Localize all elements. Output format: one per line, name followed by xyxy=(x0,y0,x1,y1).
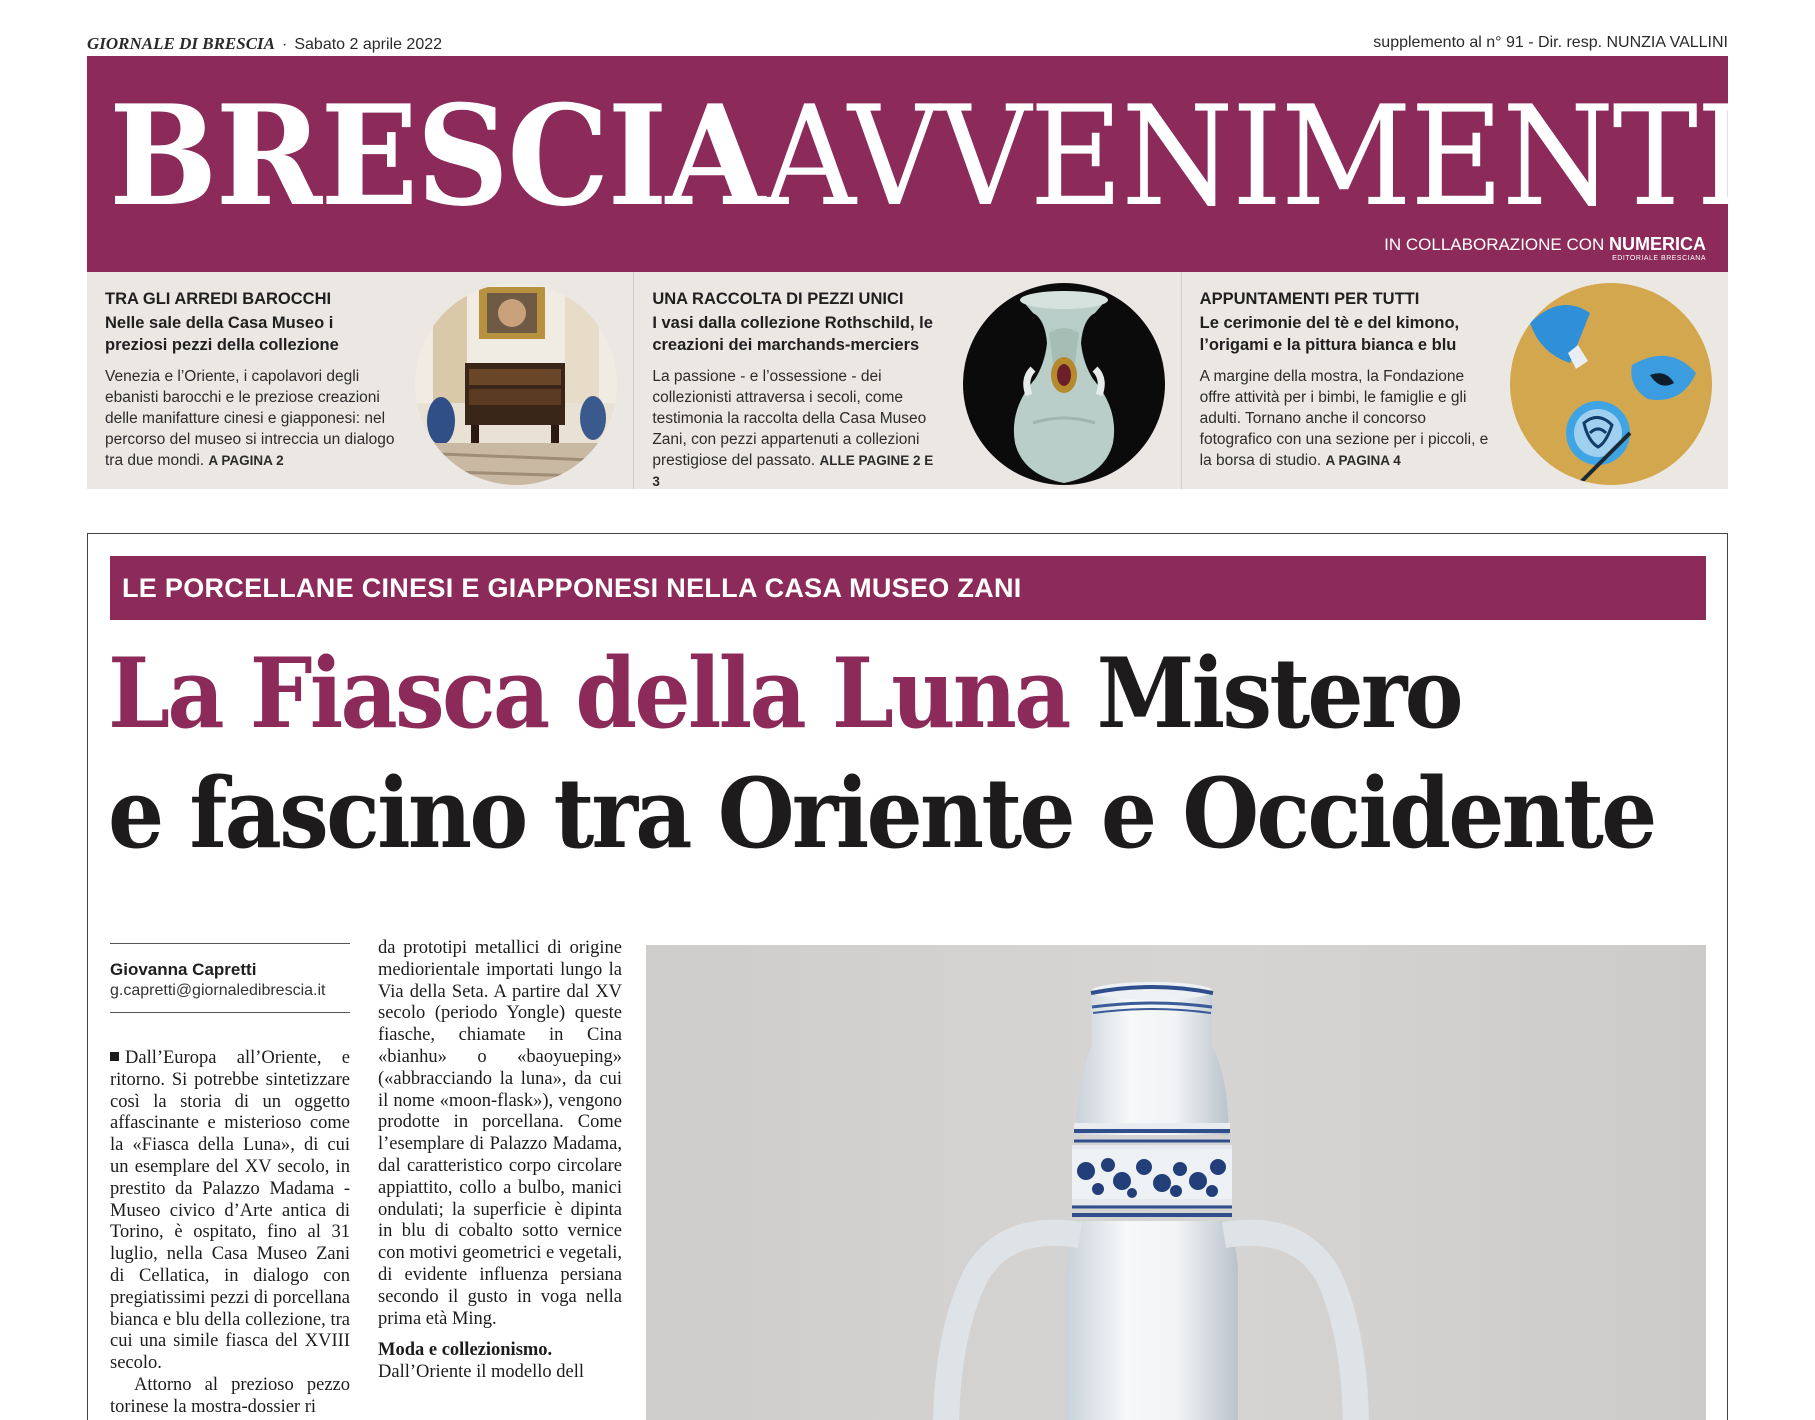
teaser-rothschild[interactable] xyxy=(634,272,1181,489)
teaser-page-ref[interactable]: ALLE PAGINE 2 E 3 xyxy=(652,453,934,489)
byline-rule-bottom xyxy=(110,1012,350,1013)
section-label: LE PORCELLANE CINESI E GIAPPONESI NELLA CASA MUSEO ZANI xyxy=(122,573,1022,603)
publisher-credit: EDITORIALE BRESCIANA xyxy=(1612,255,1706,262)
byline-rule-top xyxy=(110,943,350,944)
teaser-body-text: Venezia e l’Oriente, i capolavori degli ebanisti barocchi e le preziose creazioni delle manifatture cinesi e giapponesi: nel percorso del museo si intreccia un dialogo tra due mondi. xyxy=(105,368,395,469)
teaser-body xyxy=(652,366,942,492)
collaboration-brand: NUMERICA xyxy=(1609,234,1706,254)
collaboration-credit xyxy=(1384,234,1706,255)
teaser-events[interactable] xyxy=(1182,272,1728,489)
paragraph-text: Dall’Europa all’Oriente, e ritorno. Si potrebbe sintetizzare così la storia di un oggetto affascinante e misterioso come la «Fiasca della Luna», di cui un esemplare del XV secolo, in prestito da Palazzo Madama - Museo civico d’Arte antica di Torino, è ospitato, fino al 31 luglio, nella Casa Museo Zani di Cellatica, in dialogo con pregiatissimi pezzi di porcellana bianca e blu della collezione, tra cui una simile fiasca del XVIII secolo. xyxy=(110,1048,350,1374)
headline-part-1: Mistero xyxy=(1096,637,1461,750)
teaser-body-text: A margine della mostra, la Fondazione offre attività per i bimbi, le famiglie e gli adulti. Tornano anche il concorso fotografico con una sezione per i piccoli, e la borsa di studio. xyxy=(1199,368,1489,469)
teaser-body xyxy=(1200,366,1490,471)
subhead: Moda e collezionismo. xyxy=(378,1340,553,1361)
teaser-baroque[interactable] xyxy=(87,272,634,489)
topline-left xyxy=(87,34,442,54)
teaser-page-ref[interactable]: A PAGINA 2 xyxy=(208,453,284,468)
teaser-headline: I vasi dalla collezione Rothschild, le creazioni dei marchands-merciers xyxy=(652,314,933,354)
celadon-vase-photo xyxy=(963,283,1165,485)
masthead-title xyxy=(109,74,1745,237)
teaser-kicker: UNA RACCOLTA DI PEZZI UNICI xyxy=(652,290,904,308)
paragraph: da prototipi metallici di origine mediorientale importati lungo la Via della Seta. A partire dal XV secolo (periodo Yongle) queste fiasche, chiamate in Cina «bianhu» o «baoyueping» («abbracciando la luna», da cui il nome «moon-flask»), vengono prodotte in porcellana. Come l’esemplare di Palazzo Madama, dal caratteristico corpo circolare appiattito, collo a bulbo, manici ondulati; la superficie è dipinta in blu di cobalto sotto vernice con motivi geometrici e vegetali, di evidente influenza persiana secondo il gusto in voga nella prima età Ming. xyxy=(378,938,623,1329)
article-column-1 xyxy=(110,1048,350,1419)
teaser-body-text: La passione - e l’ossessione - dei collezionisti attraversa i secoli, come testimonia la raccolta della Casa Museo Zani, con pezzi appartenuti a collezioni prestigiose del passato. xyxy=(652,368,927,469)
collaboration-label: IN COLLABORAZIONE CON xyxy=(1384,235,1605,254)
author-name: Giovanna Capretti xyxy=(110,960,257,979)
teaser-kicker: APPUNTAMENTI PER TUTTI xyxy=(1199,290,1420,308)
article-headline xyxy=(108,634,1655,874)
newspaper-name: GIORNALE DI BRESCIA xyxy=(87,34,276,53)
square-bullet-icon xyxy=(110,1052,119,1061)
teaser-body xyxy=(105,366,395,471)
teaser-strip xyxy=(87,272,1728,489)
paragraph xyxy=(110,1048,350,1375)
teaser-headline: Nelle sale della Casa Museo i preziosi pezzi della collezione xyxy=(105,314,339,354)
article-column-2 xyxy=(378,938,622,1384)
supplement-info: supplemento al n° 91 - Dir. resp. NUNZIA VALLINI xyxy=(1373,34,1728,51)
masthead-title-light: AVVENIMENTI xyxy=(763,76,1745,237)
topline-separator: · xyxy=(282,36,288,53)
baroque-room-photo xyxy=(415,283,617,485)
topline xyxy=(87,34,1728,56)
teaser-page-ref[interactable]: A PAGINA 4 xyxy=(1325,453,1401,468)
section-bar xyxy=(110,556,1706,620)
main-article xyxy=(87,533,1728,1420)
paragraph-text: Dall’Oriente il modello dell xyxy=(378,1362,585,1383)
author-email[interactable]: g.capretti@giornaledibrescia.it xyxy=(110,982,326,999)
teaser-kicker: TRA GLI ARREDI BAROCCHI xyxy=(105,290,332,308)
issue-date: Sabato 2 aprile 2022 xyxy=(294,36,443,53)
paragraph: Attorno al prezioso pezzo torinese la mostra-dossier ri xyxy=(110,1374,350,1417)
blue-paint-photo xyxy=(1510,283,1712,485)
paragraph xyxy=(378,1340,622,1384)
headline-part-2: e fascino tra Oriente e Occidente xyxy=(108,757,1655,870)
byline xyxy=(110,943,350,1013)
teaser-headline: Le cerimonie del tè e del kimono, l’origami e la pittura bianca e blu xyxy=(1199,314,1460,354)
headline-accent: La Fiasca della Luna xyxy=(108,637,1069,750)
masthead-title-bold: BRESCIA xyxy=(109,74,764,237)
moon-flask-photo xyxy=(646,945,1706,1420)
masthead xyxy=(87,56,1745,272)
